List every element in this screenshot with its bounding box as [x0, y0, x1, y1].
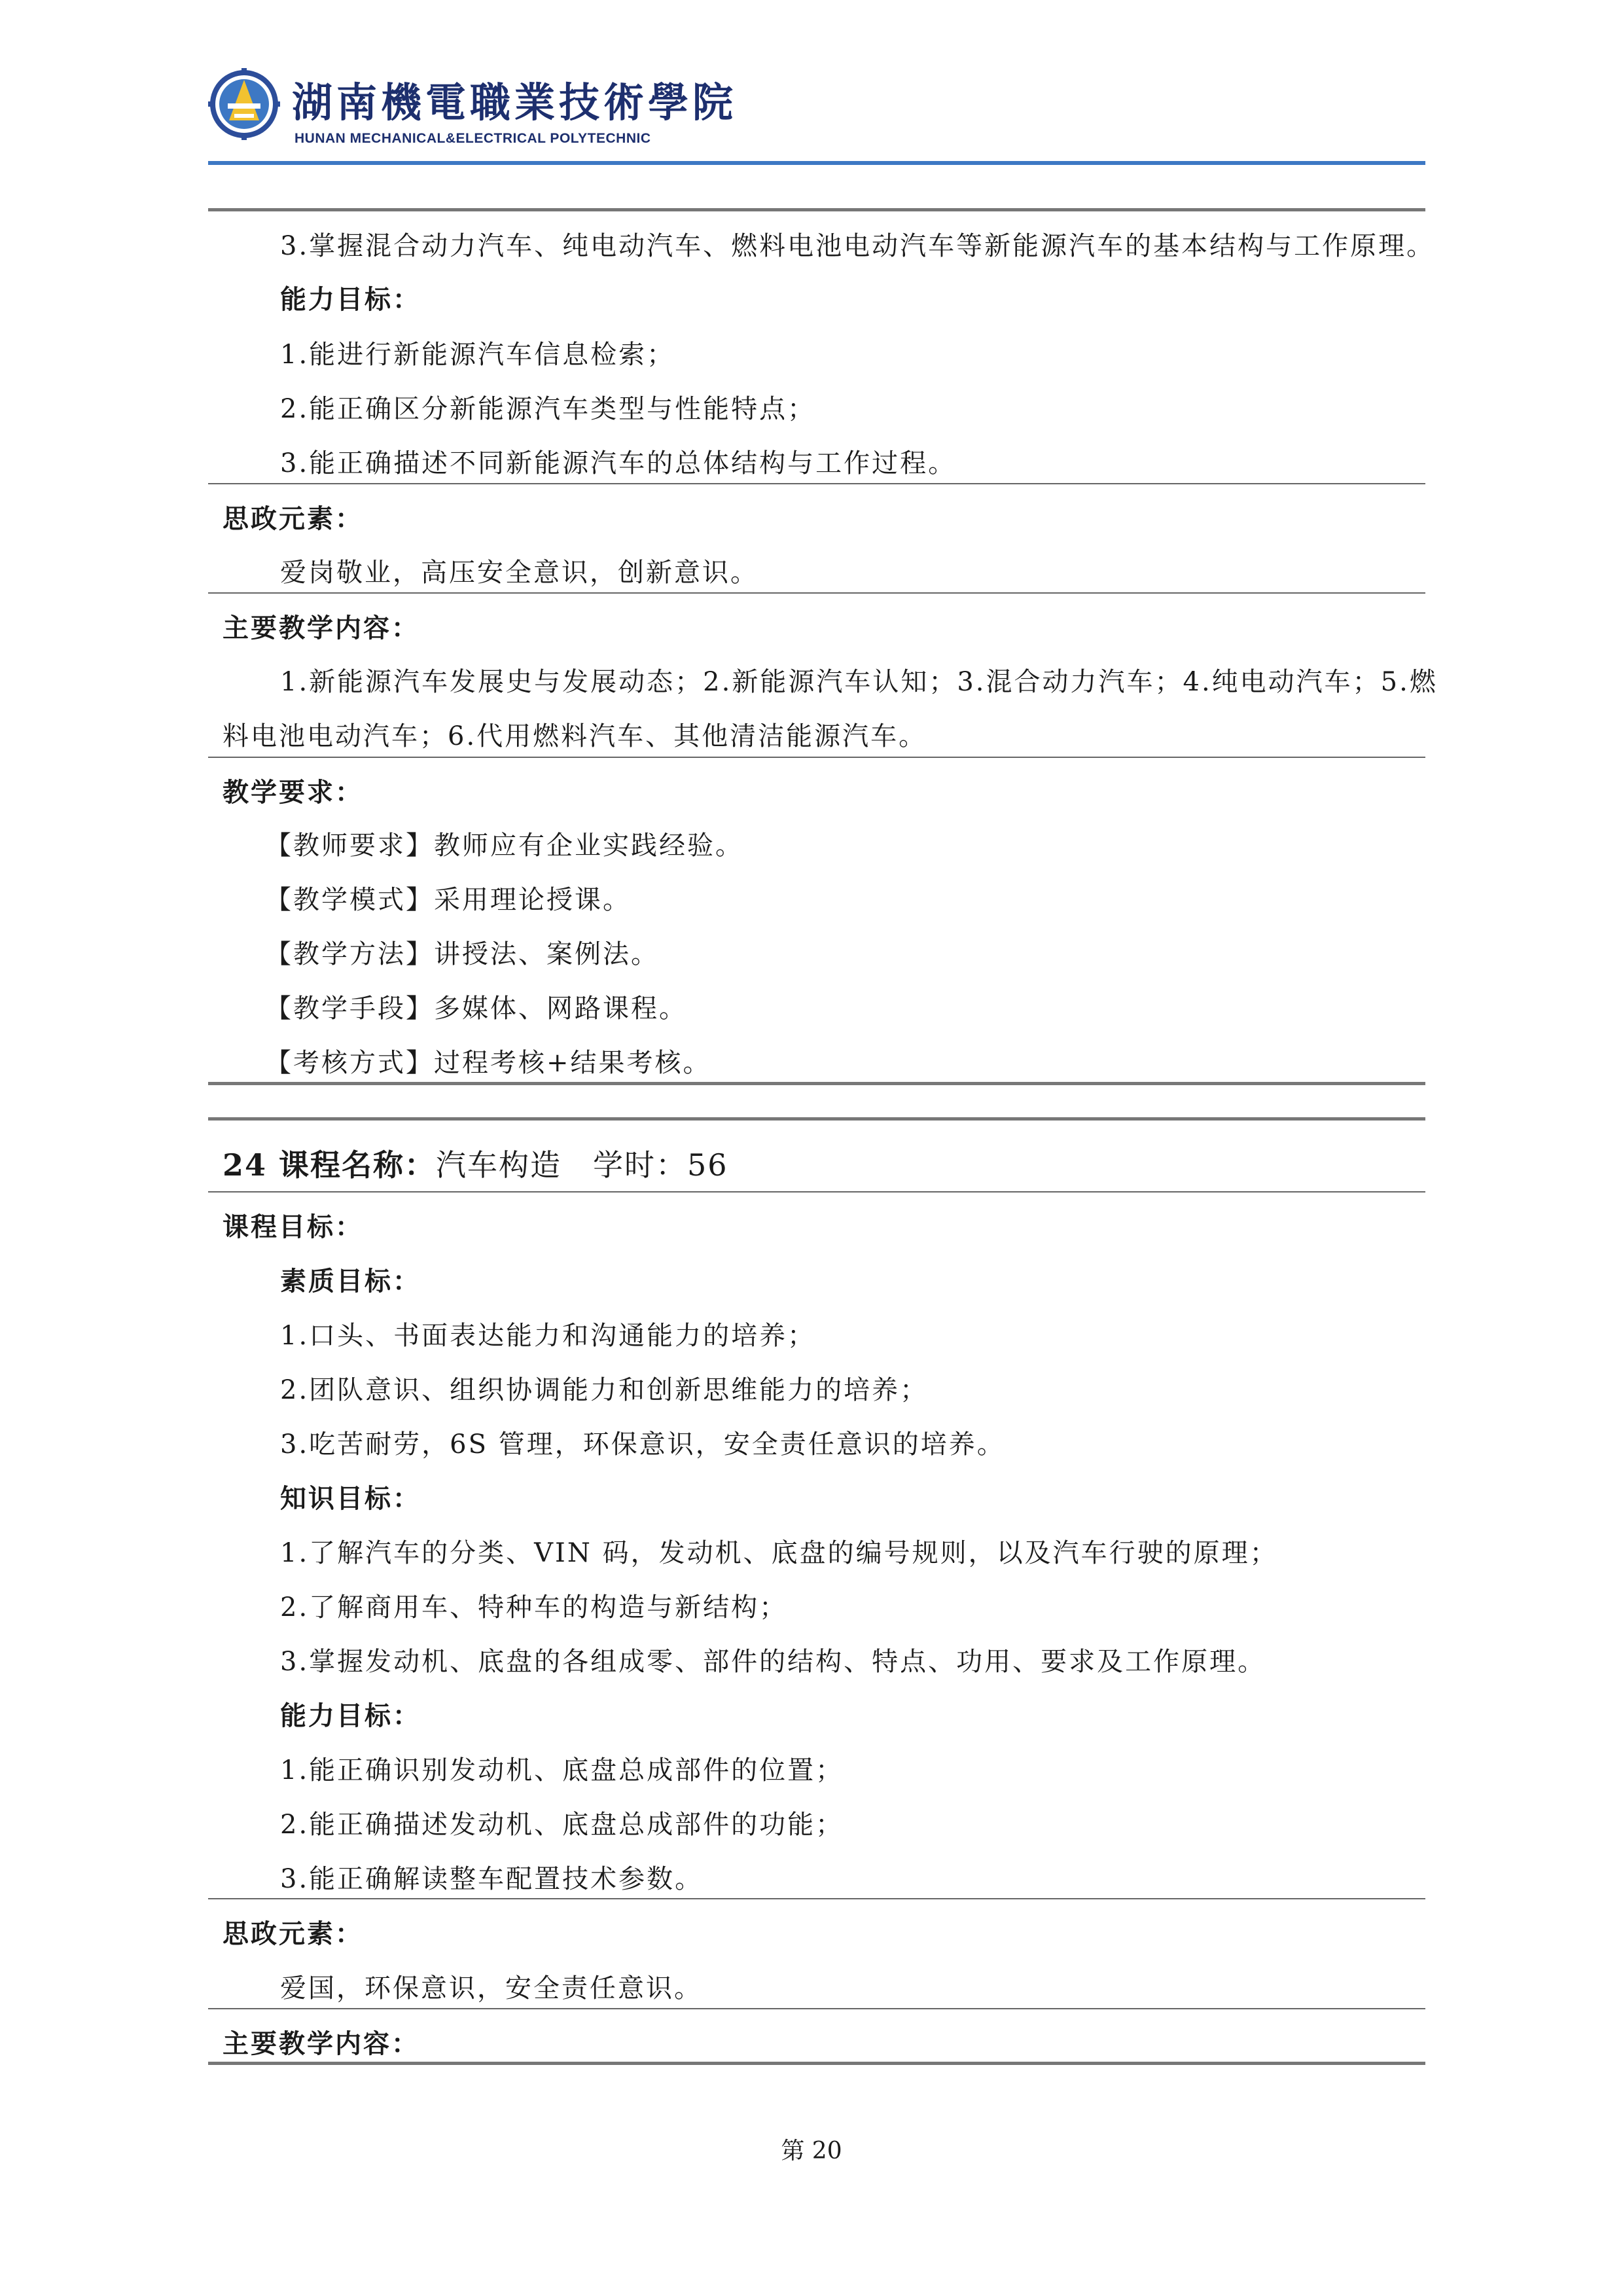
ability-item: 2.能正确描述发动机、底盘总成部件的功能；: [280, 1810, 844, 1840]
ideology-text: 爱岗敬业，高压安全意识，创新意识。: [280, 558, 758, 588]
table-bottom-border: [208, 1082, 1425, 1085]
row-divider: [208, 592, 1425, 594]
ideology-heading: 思政元素：: [223, 503, 363, 534]
row-divider: [208, 1191, 1425, 1193]
requirement-item: 【教师要求】教师应有企业实践经验。: [265, 831, 743, 861]
knowledge-heading: 知识目标：: [280, 1483, 421, 1514]
course-title: [223, 1147, 728, 1183]
table-top-border: [208, 208, 1425, 211]
knowledge-item: 3.掌握混合动力汽车、纯电动汽车、燃料电池电动汽车等新能源汽车的基本结构与工作原理。: [280, 231, 1435, 261]
quality-item: 1.口头、书面表达能力和沟通能力的培养；: [280, 1321, 816, 1351]
school-name-en: HUNAN MECHANICAL&ELECTRICAL POLYTECHNIC: [294, 131, 651, 146]
ability-item: 3.能正确解读整车配置技术参数。: [280, 1864, 704, 1894]
ability-item: 1.能正确识别发动机、底盘总成部件的位置；: [280, 1755, 844, 1785]
goals-heading: 课程目标：: [223, 1211, 363, 1242]
row-divider: [208, 2008, 1425, 2009]
content-text: 1.新能源汽车发展史与发展动态；2.新能源汽车认知；3.混合动力汽车；4.纯电动汽车；5.燃: [280, 667, 1438, 697]
course-title-value: 汽车构造 学时：56: [436, 1147, 728, 1183]
requirement-item: 【考核方式】过程考核+结果考核。: [265, 1048, 711, 1078]
header-divider: [208, 161, 1425, 165]
school-name-cn: 湖南機電職業技術學院: [292, 79, 738, 126]
content-heading: 主要教学内容：: [223, 613, 419, 643]
course-title-label: 24 课程名称：: [223, 1147, 437, 1183]
content-heading: 主要教学内容：: [223, 2028, 419, 2059]
requirement-item: 【教学模式】采用理论授课。: [265, 885, 631, 915]
ability-heading: 能力目标：: [280, 284, 421, 315]
content-text: 料电池电动汽车；6.代用燃料汽车、其他清洁能源汽车。: [223, 721, 927, 751]
knowledge-item: 1.了解汽车的分类、VIN 码，发动机、底盘的编号规则，以及汽车行驶的原理；: [280, 1538, 1278, 1568]
ideology-text: 爱国，环保意识，安全责任意识。: [280, 1973, 702, 2003]
table-bottom-border: [208, 2062, 1425, 2065]
ability-item: 3.能正确描述不同新能源汽车的总体结构与工作过程。: [280, 448, 957, 478]
ideology-heading: 思政元素：: [223, 1918, 363, 1949]
ability-heading: 能力目标：: [280, 1700, 421, 1731]
row-divider: [208, 483, 1425, 484]
quality-heading: 素质目标：: [280, 1266, 421, 1297]
requirements-heading: 教学要求：: [223, 777, 363, 808]
ability-item: 2.能正确区分新能源汽车类型与性能特点；: [280, 394, 816, 424]
quality-item: 2.团队意识、组织协调能力和创新思维能力的培养；: [280, 1375, 929, 1405]
page-number: 第 20: [781, 2138, 842, 2164]
quality-item: 3.吃苦耐劳，6S 管理，环保意识，安全责任意识的培养。: [280, 1429, 1005, 1460]
college-emblem-icon: [208, 68, 280, 140]
table-top-border: [208, 1117, 1425, 1121]
requirement-item: 【教学手段】多媒体、网路课程。: [265, 994, 687, 1024]
knowledge-item: 2.了解商用车、特种车的构造与新结构；: [280, 1592, 788, 1623]
requirement-item: 【教学方法】讲授法、案例法。: [265, 939, 659, 969]
row-divider: [208, 757, 1425, 758]
row-divider: [208, 1898, 1425, 1899]
ability-item: 1.能进行新能源汽车信息检索；: [280, 340, 675, 370]
knowledge-item: 3.掌握发动机、底盘的各组成零、部件的结构、特点、功用、要求及工作原理。: [280, 1647, 1266, 1677]
